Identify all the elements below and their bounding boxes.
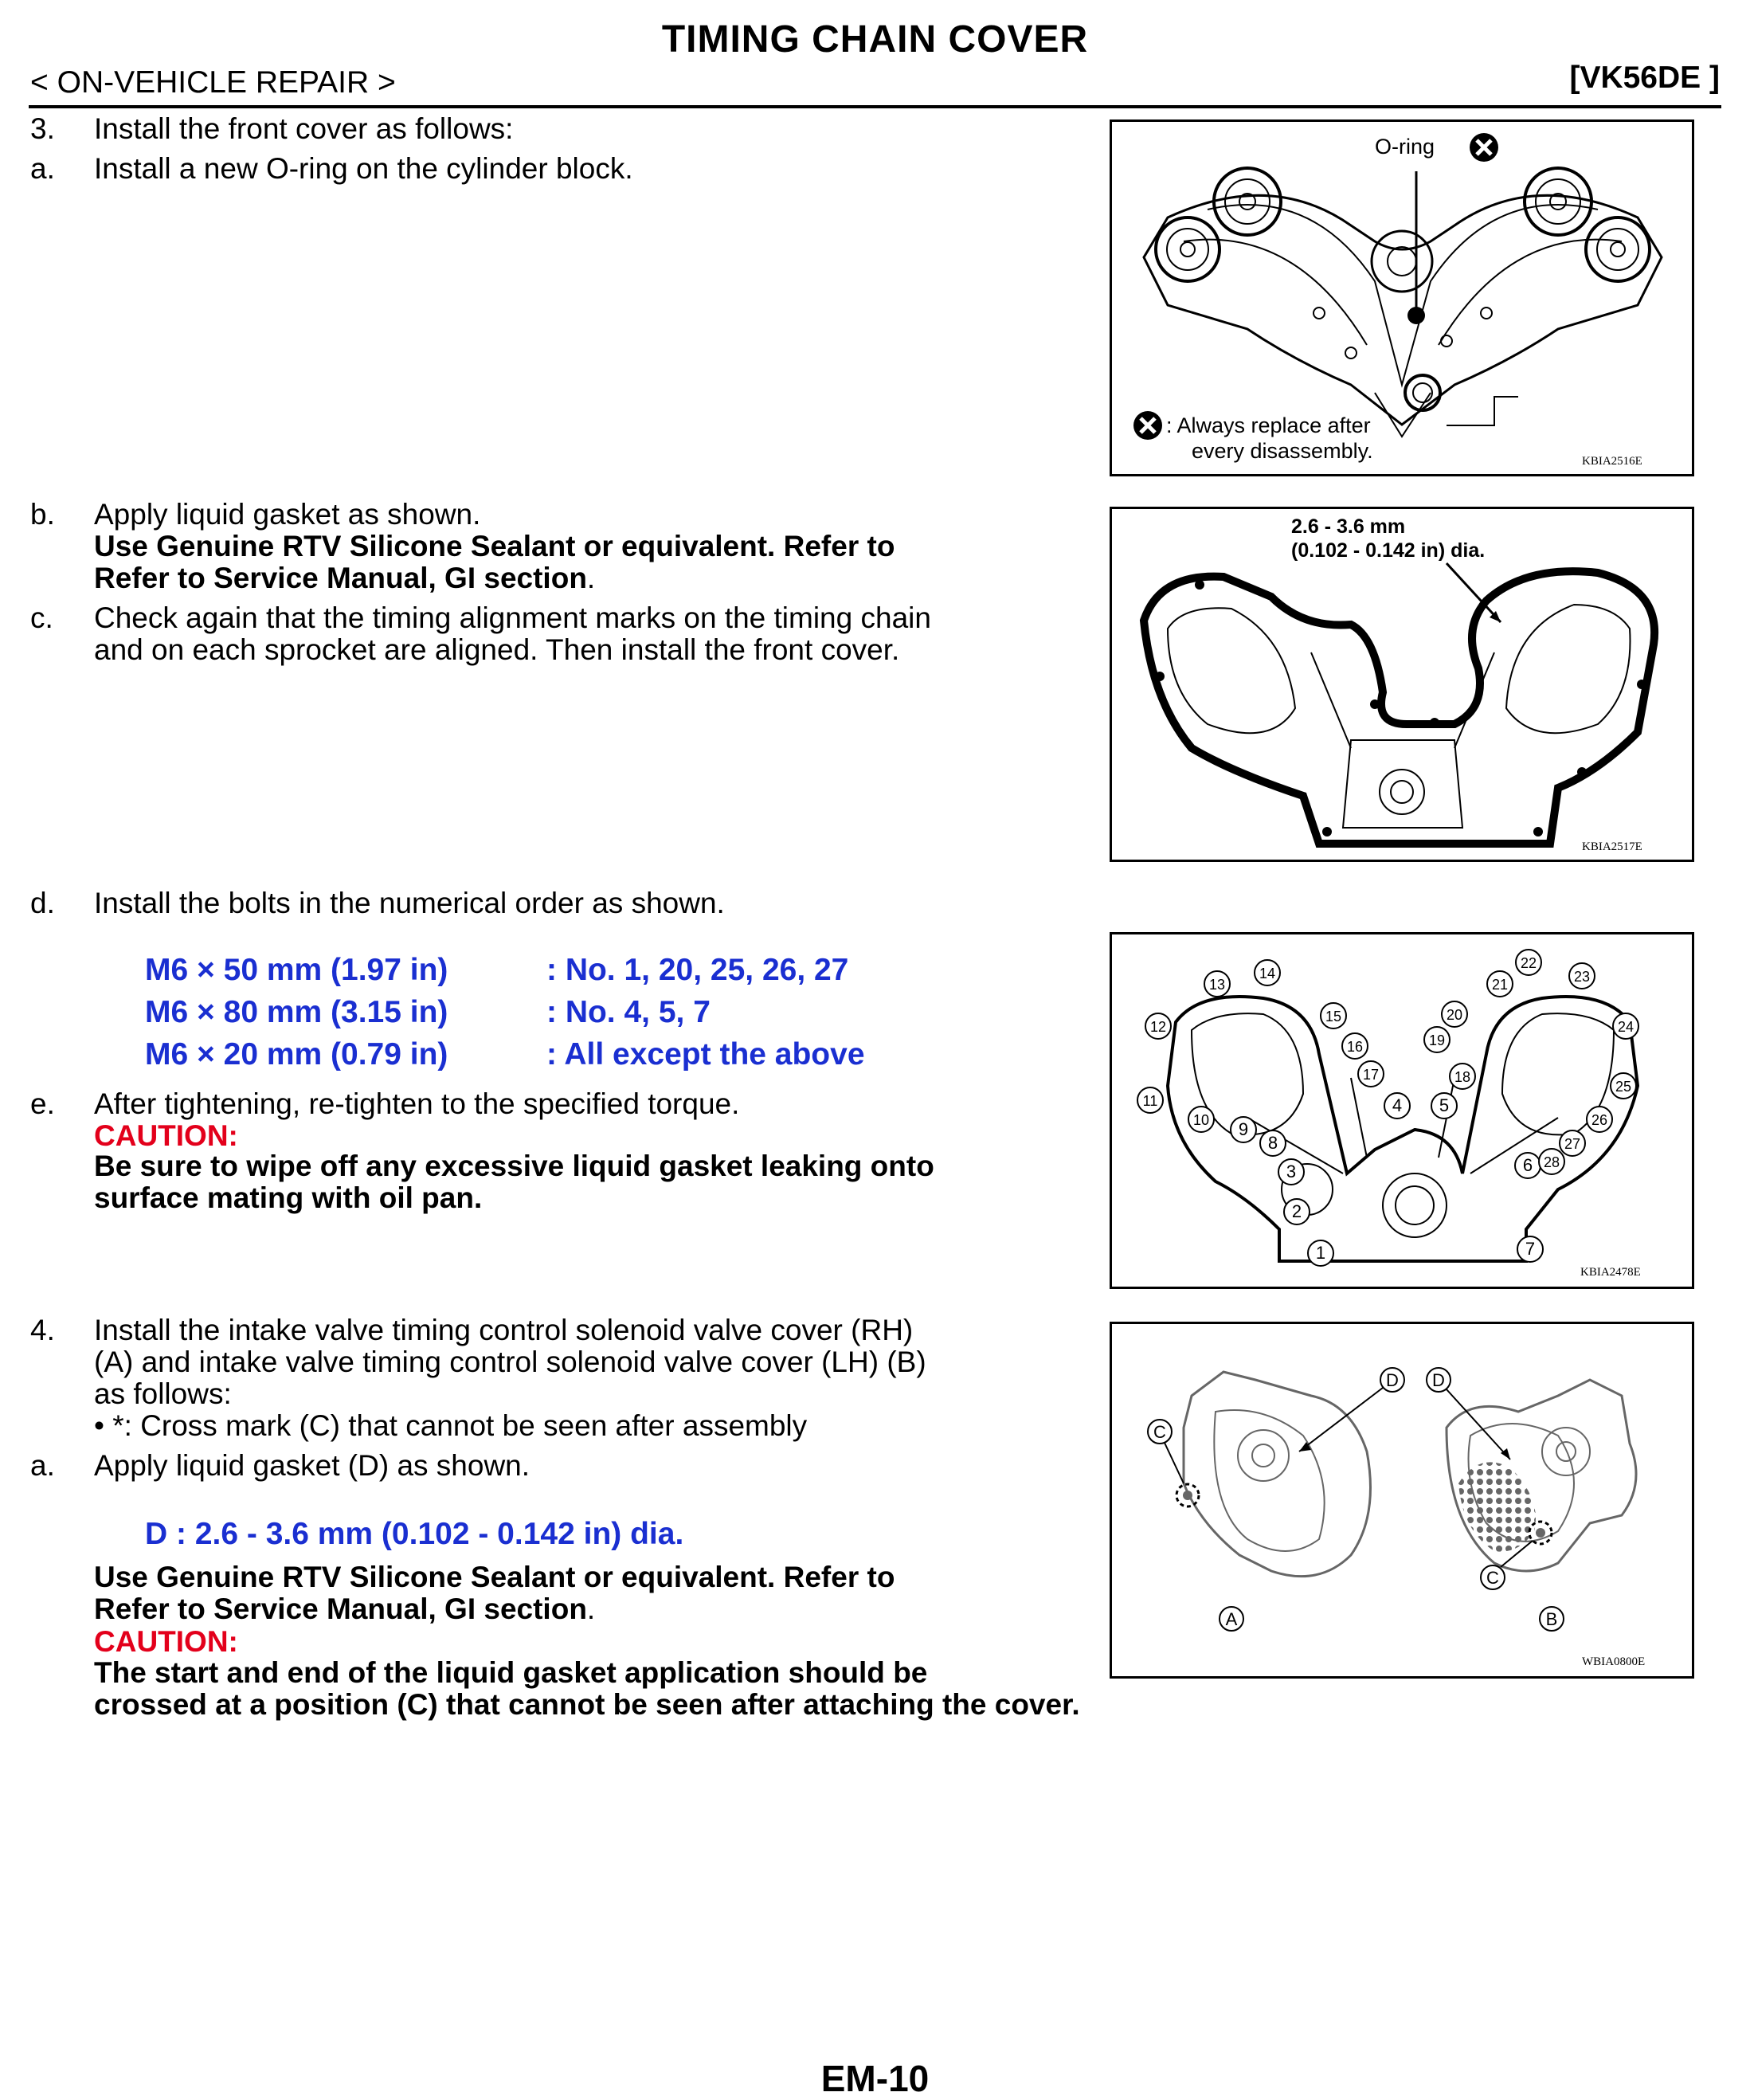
figure-solenoid-covers — [1110, 1322, 1694, 1679]
step-4a-caution-label: CAUTION: — [94, 1625, 238, 1658]
step-b-note-line2 — [94, 562, 595, 594]
step-b-text: Apply liquid gasket as shown. — [94, 498, 481, 531]
step-4-bullet: • *: Cross mark (C) that cannot be seen after assembly — [94, 1409, 808, 1442]
callout-c-left: C — [1153, 1422, 1166, 1442]
oring-label: O-ring — [1375, 135, 1435, 159]
label-cover-a: A — [1225, 1609, 1238, 1629]
step-a-number: a. — [30, 152, 55, 185]
bolt-callout-15 — [1321, 1003, 1346, 1028]
bolt-number-25: 25 — [1615, 1079, 1632, 1095]
step-4a-number: a. — [30, 1449, 55, 1482]
step-b-note-period: . — [586, 562, 596, 594]
step-4-number: 4. — [30, 1314, 55, 1346]
bolt-number-24: 24 — [1617, 1019, 1635, 1035]
bolt-callout-11 — [1137, 1087, 1163, 1113]
bolt-number-7: 7 — [1525, 1239, 1536, 1259]
replace-legend-line1: : Always replace after — [1166, 413, 1371, 437]
step-e-caution-label: CAUTION: — [94, 1119, 238, 1152]
bolt-number-13: 13 — [1208, 977, 1226, 993]
bolt-callout-7 — [1517, 1236, 1543, 1262]
replace-legend-line2: every disassembly. — [1192, 439, 1373, 463]
bolt-callout-20 — [1442, 1001, 1467, 1027]
step-b-note-ref: Refer to Service Manual, GI section — [94, 562, 587, 594]
bolt-number-21: 21 — [1491, 977, 1509, 993]
bolt-numbers-3: : All except the above — [546, 1037, 865, 1072]
bolt-callout-17 — [1358, 1061, 1384, 1087]
step-4a-caution-line1: The start and end of the liquid gasket application should be — [94, 1656, 928, 1689]
bolt-callout-23 — [1569, 963, 1595, 989]
figure-code-2: KBIA2517E — [1582, 840, 1642, 853]
bolt-number-4: 4 — [1392, 1095, 1403, 1115]
step-b-number: b. — [30, 498, 55, 531]
bolt-callout-4 — [1384, 1093, 1410, 1119]
step-4-line3: as follows: — [94, 1377, 232, 1410]
bolt-number-6: 6 — [1522, 1155, 1533, 1175]
bolt-number-16: 16 — [1346, 1039, 1364, 1055]
figure-code-4: WBIA0800E — [1582, 1655, 1646, 1668]
bolt-numbers-2: : No. 4, 5, 7 — [546, 995, 711, 1029]
figure-oring — [1110, 119, 1694, 476]
callout-d-left: D — [1386, 1370, 1399, 1390]
step-4a-caution-line2: crossed at a position (C) that cannot be seen after attaching the cover. — [94, 1688, 1080, 1721]
step-a-text: Install a new O-ring on the cylinder block. — [94, 152, 633, 185]
bolt-callout-25 — [1611, 1073, 1636, 1099]
step-4a-note-period: . — [586, 1593, 596, 1625]
solenoid-covers-drawing — [1112, 1324, 1692, 1676]
header-rule — [29, 105, 1721, 108]
step-4-line1: Install the intake valve timing control solenoid valve cover (RH) — [94, 1314, 914, 1346]
bolt-callout-24 — [1613, 1013, 1638, 1039]
bolt-callout-14 — [1255, 960, 1280, 985]
step-c-number: c. — [30, 601, 53, 634]
bolt-callout-10 — [1188, 1107, 1214, 1132]
bolt-number-22: 22 — [1520, 955, 1537, 971]
bolt-callout-8 — [1260, 1130, 1286, 1156]
step-e-text: After tightening, re-tighten to the specified torque. — [94, 1087, 740, 1120]
step-4a-note-line1: Use Genuine RTV Silicone Sealant or equivalent. Refer to — [94, 1561, 895, 1593]
bolt-callout-16 — [1342, 1033, 1368, 1059]
replace-symbol-icon — [1470, 133, 1498, 162]
bolt-callout-6 — [1515, 1153, 1541, 1178]
step-4a-note-line2 — [94, 1593, 595, 1625]
front-cover-gasket-drawing — [1112, 509, 1692, 860]
page-title: TIMING CHAIN COVER — [661, 18, 1089, 61]
bolt-number-12: 12 — [1149, 1019, 1167, 1035]
model-label: [VK56DE ] — [1569, 61, 1720, 95]
bolt-callout-3 — [1278, 1159, 1304, 1185]
step-c-line2: and on each sprocket are aligned. Then install the front cover. — [94, 633, 900, 666]
bolt-callout-2 — [1284, 1199, 1310, 1224]
bolt-number-1: 1 — [1315, 1243, 1326, 1263]
bolt-number-15: 15 — [1325, 1009, 1342, 1025]
bolt-callout-19 — [1424, 1027, 1450, 1052]
bolt-callout-18 — [1450, 1064, 1475, 1089]
page-number: EM-10 — [820, 2058, 930, 2099]
section-label: < ON-VEHICLE REPAIR > — [30, 65, 396, 100]
bolt-number-8: 8 — [1267, 1133, 1278, 1153]
step-d-number: d. — [30, 887, 55, 919]
figure-bolt-order — [1110, 932, 1694, 1289]
bolt-callout-21 — [1487, 971, 1513, 997]
step-4-line2: (A) and intake valve timing control solenoid valve cover (LH) (B) — [94, 1346, 926, 1378]
label-cover-b: B — [1545, 1609, 1558, 1629]
bolt-number-2: 2 — [1291, 1201, 1302, 1221]
step-e-caution-line2: surface mating with oil pan. — [94, 1181, 483, 1214]
step-d-text: Install the bolts in the numerical order as shown. — [94, 887, 725, 919]
bolt-size-2: M6 × 80 mm (3.15 in) — [145, 995, 448, 1029]
bolt-number-5: 5 — [1439, 1095, 1450, 1115]
bolt-number-23: 23 — [1573, 969, 1591, 985]
bolt-number-26: 26 — [1591, 1112, 1608, 1128]
step-e-caution-line1: Be sure to wipe off any excessive liquid gasket leaking onto — [94, 1150, 934, 1182]
callout-d-right: D — [1432, 1370, 1445, 1390]
bolt-callout-5 — [1431, 1093, 1457, 1119]
bolt-number-28: 28 — [1543, 1154, 1560, 1170]
gasket-spec: D : 2.6 - 3.6 mm (0.102 - 0.142 in) dia. — [145, 1517, 684, 1551]
bolt-callout-22 — [1516, 950, 1541, 975]
step-4a-note-ref: Refer to Service Manual, GI section — [94, 1593, 587, 1625]
figure-gasket — [1110, 507, 1694, 862]
bolt-number-10: 10 — [1192, 1112, 1210, 1128]
callout-c-right: C — [1486, 1568, 1499, 1588]
bolt-number-17: 17 — [1362, 1067, 1380, 1083]
figure-code-3: KBIA2478E — [1580, 1266, 1641, 1279]
bolt-callout-27 — [1560, 1130, 1585, 1156]
bolt-size-3: M6 × 20 mm (0.79 in) — [145, 1037, 448, 1072]
bolt-number-27: 27 — [1564, 1136, 1581, 1152]
bolt-callout-1 — [1308, 1240, 1333, 1266]
bolt-order-drawing — [1112, 934, 1692, 1287]
bolt-numbers-1: : No. 1, 20, 25, 26, 27 — [546, 953, 849, 987]
bolt-callout-12 — [1145, 1013, 1171, 1039]
bolt-callout-9 — [1231, 1117, 1256, 1142]
bolt-number-11: 11 — [1142, 1093, 1158, 1109]
figure-code-1: KBIA2516E — [1582, 455, 1642, 468]
step-3-number: 3. — [30, 112, 55, 145]
bolt-number-19: 19 — [1428, 1032, 1446, 1048]
bolt-callout-28 — [1539, 1149, 1564, 1174]
step-4a-text: Apply liquid gasket (D) as shown. — [94, 1449, 530, 1482]
bolt-number-3: 3 — [1286, 1162, 1297, 1181]
step-3-text: Install the front cover as follows: — [94, 112, 514, 145]
step-b-note-line1: Use Genuine RTV Silicone Sealant or equivalent. Refer to — [94, 530, 895, 562]
bolt-number-9: 9 — [1238, 1119, 1249, 1139]
gasket-dim-line1: 2.6 - 3.6 mm — [1291, 515, 1406, 538]
engine-front-drawing — [1112, 122, 1692, 474]
bolt-number-18: 18 — [1454, 1069, 1471, 1085]
bolt-callout-26 — [1587, 1107, 1612, 1132]
step-e-number: e. — [30, 1087, 55, 1120]
replace-legend-icon — [1133, 411, 1162, 440]
bolt-size-1: M6 × 50 mm (1.97 in) — [145, 953, 448, 987]
bolt-number-20: 20 — [1446, 1007, 1463, 1023]
bolt-number-14: 14 — [1259, 966, 1276, 981]
step-c-line1: Check again that the timing alignment marks on the timing chain — [94, 601, 931, 634]
bolt-callout-13 — [1204, 971, 1230, 997]
gasket-dim-line2: (0.102 - 0.142 in) dia. — [1291, 539, 1486, 562]
